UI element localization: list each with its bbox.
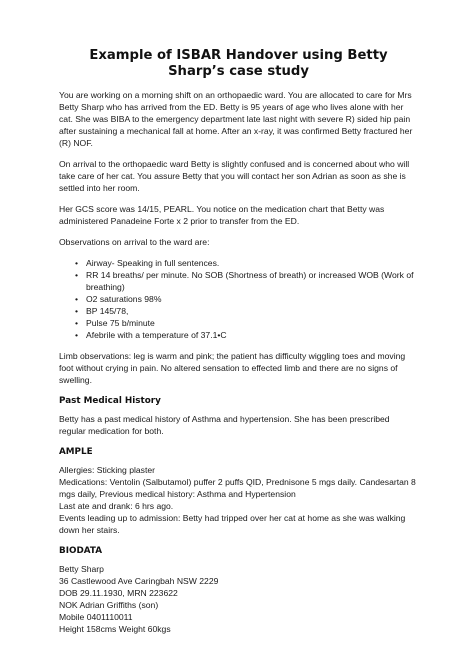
intro-paragraph: You are working on a morning shift on an orthopaedic ward. You are allocated to care for Mrs Betty Sharp who has arrived from the ED. Betty is 95 years of age who lives alone with her cat. She was BIBA to the emergency department late last night with severe R) sided hip pain after sustaining a mechanical fall at home. After an x-ray, it was confirmed Betty fractured her (R) NOF. [59,90,413,148]
biodata-line: DOB 29.11.1930, MRN 223622 [59,588,178,598]
observation-item: • Airway- Speaking in full sentences. [86,257,418,269]
biodata-line: 36 Castlewood Ave Caringbah NSW 2229 [59,576,219,586]
intro-paragraph: Her GCS score was 14/15, PEARL. You notice on the medication chart that Betty was administered Panadeine Forte x 2 prior to transfer from the ED. [59,204,385,226]
ample-line: Events leading up to admission: Betty had tripped over her cat at home as she was walking down her stairs. [59,513,406,535]
ample-line: Medications: Ventolin (Salbutamol) puffer 2 puffs QID, Prednisone 5 mgs daily. Candesartan 8 mgs daily, Previous medical history: Asthma and Hypertension [59,477,416,499]
ample-line: Allergies: Sticking plaster [59,465,156,475]
observation-item: • RR 14 breaths/ per minute. No SOB (Shortness of breath) or increased WOB (Work of breathing) [86,269,418,293]
observation-item: • Pulse 75 b/minute [86,317,418,329]
biodata-line: Betty Sharp [59,564,104,574]
biodata-line: Mobile 0401110011 [59,612,133,622]
document-title: Example of ISBAR Handover using Betty Sharp’s case study [89,48,388,79]
past-medical-history-heading: Past Medical History [59,396,161,406]
ample-line: Last ate and drank: 6 hrs ago. [59,501,174,511]
biodata-line: Height 158cms Weight 60kgs [59,624,171,634]
biodata-section [59,563,418,635]
past-medical-history-text: Betty has a past medical history of Asthma and hypertension. She has been prescribed regular medication for both. [59,414,390,436]
limb-observations: Limb observations: leg is warm and pink; the patient has difficulty wiggling toes and moving foot without crying in pain. No altered sensation to effected limb and there are no signs of swelling. [59,351,406,385]
ample-heading: AMPLE [59,447,93,457]
ample-section [59,464,418,536]
observations-list [59,257,418,341]
intro-paragraph: On arrival to the orthopaedic ward Betty is slightly confused and is concerned about who will take care of her cat. You assure Betty that you will contact her son Adrian as soon as she is settled into her room. [59,159,410,193]
biodata-line: NOK Adrian Griffiths (son) [59,600,159,610]
observation-item: • Afebrile with a temperature of 37.1•C [86,329,418,341]
biodata-heading: BIODATA [59,546,103,556]
observation-item: • O2 saturations 98% [86,293,418,305]
observations-intro: Observations on arrival to the ward are: [59,237,210,247]
observation-item: • BP 145/78, [86,305,418,317]
